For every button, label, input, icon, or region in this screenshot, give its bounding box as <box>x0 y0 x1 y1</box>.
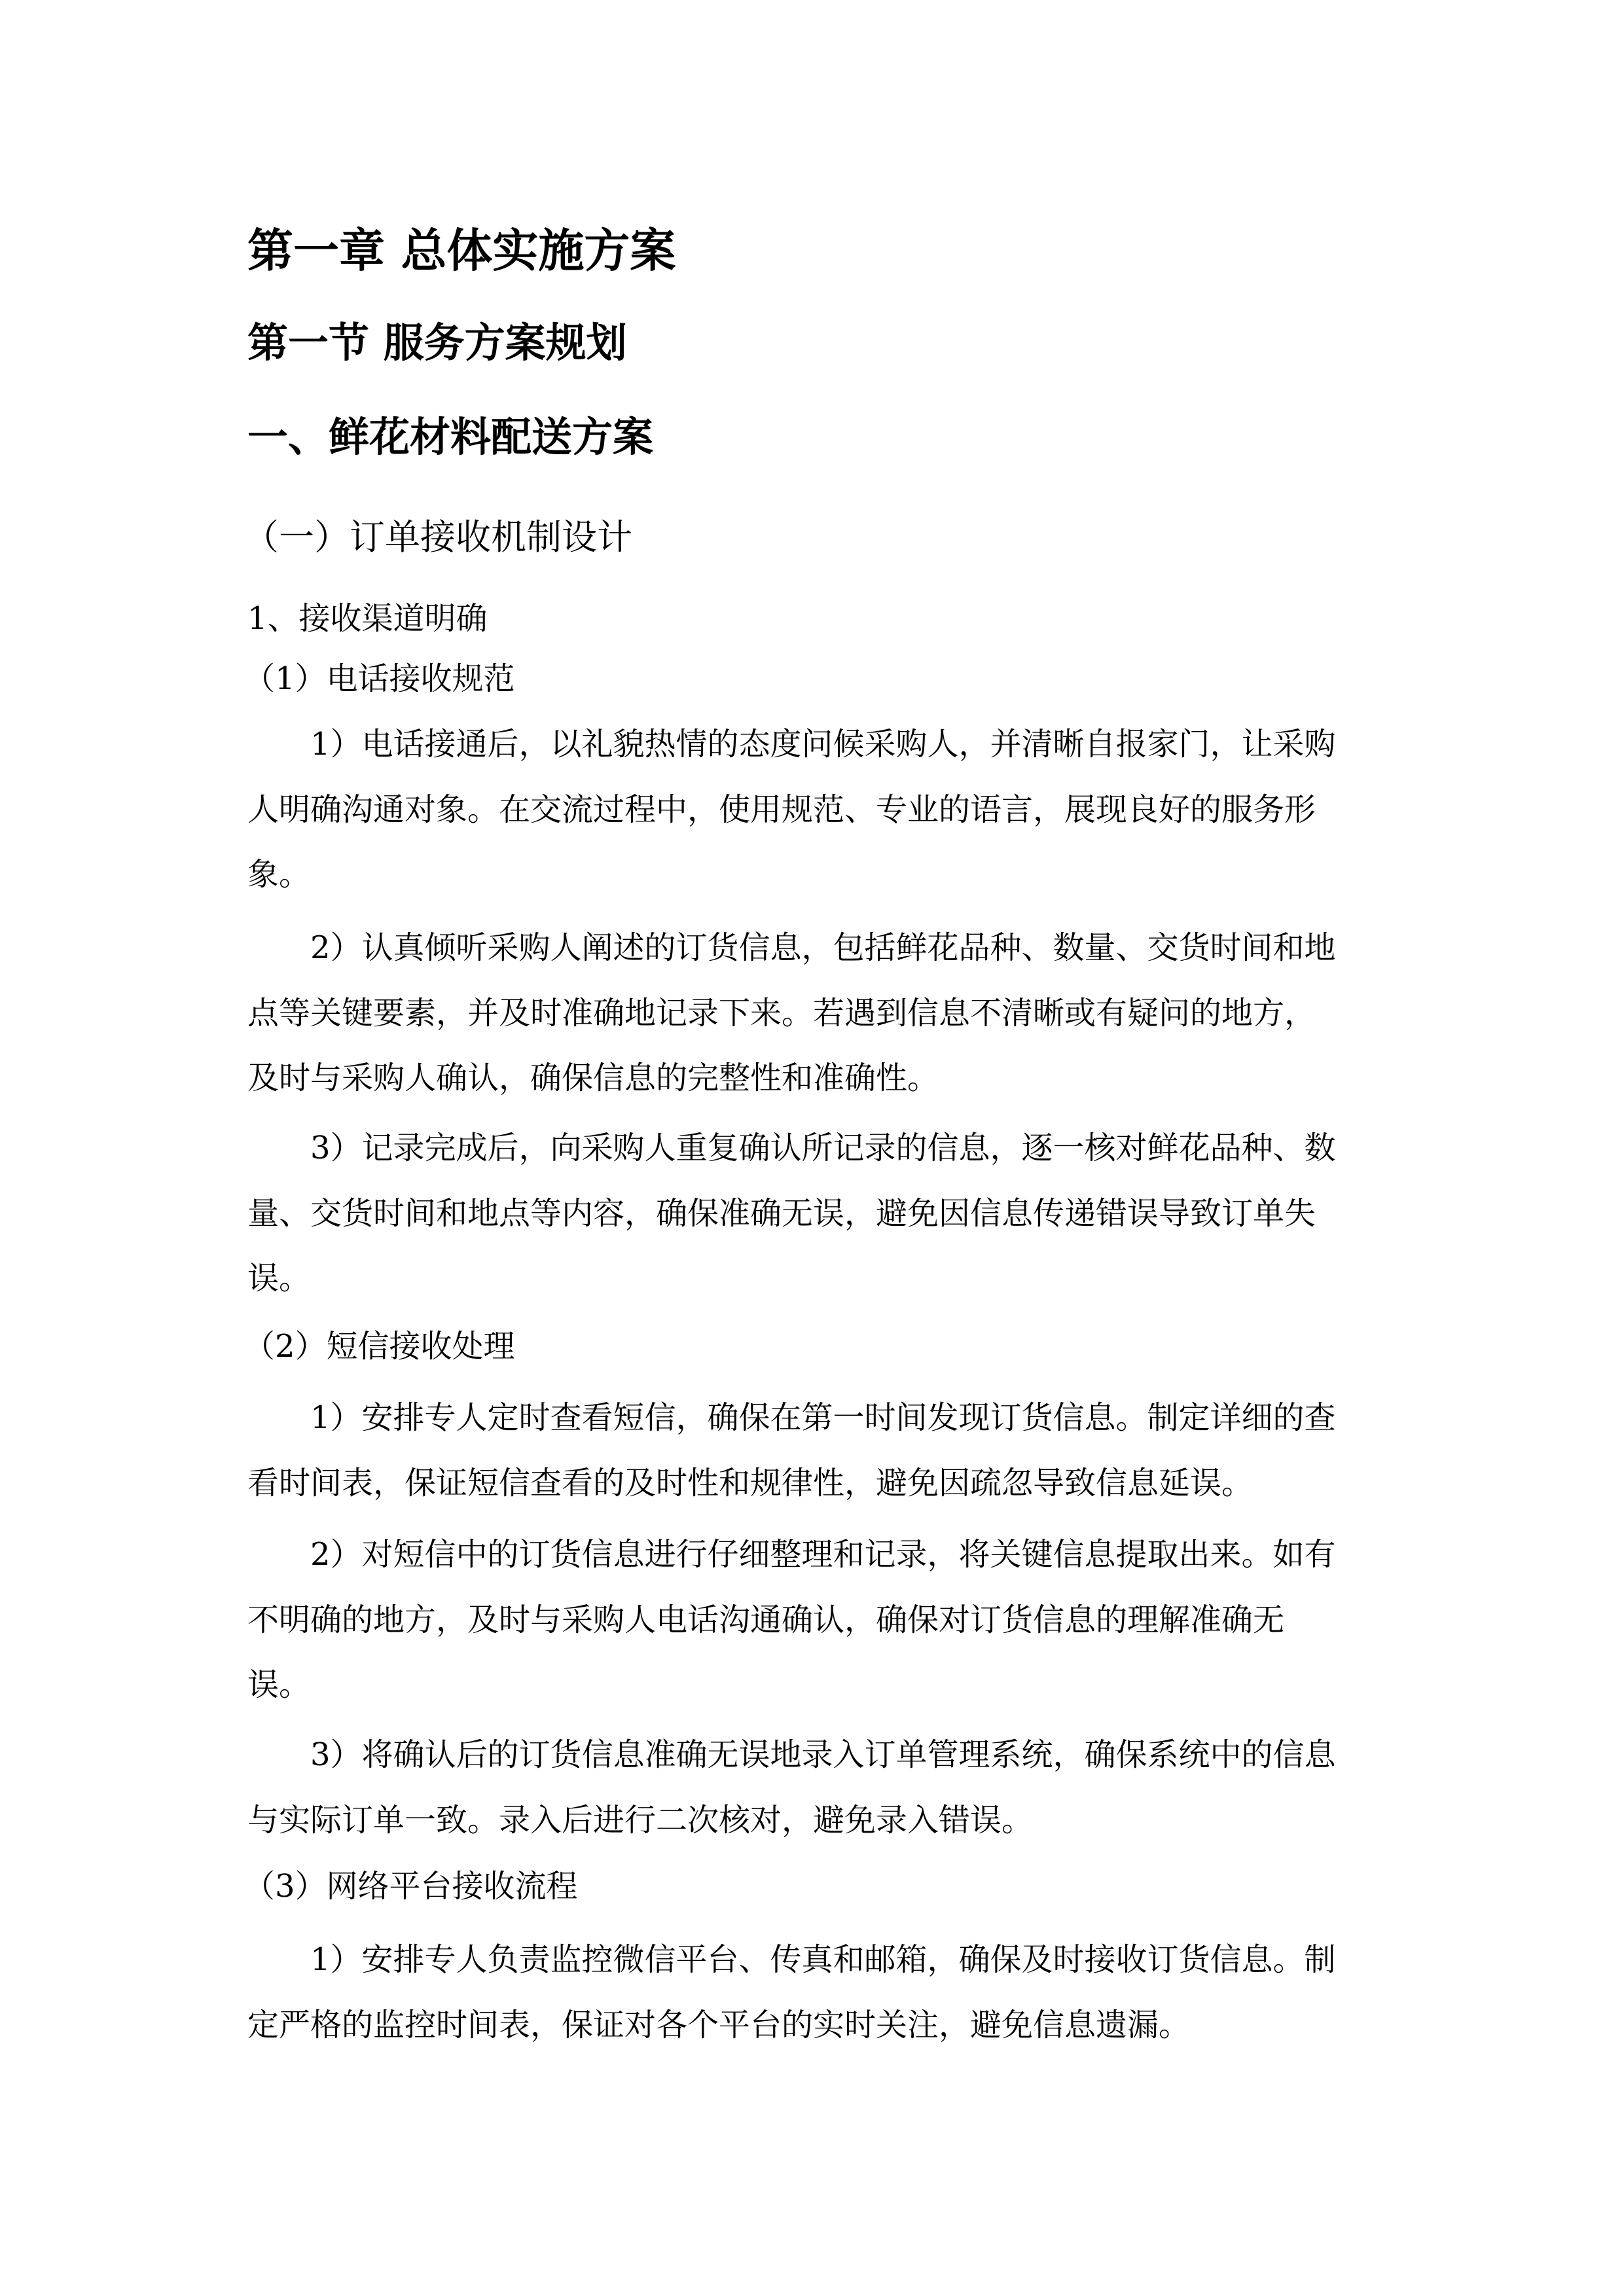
paragraph <box>247 1723 1390 1853</box>
paragraph-line: 点等关键要素，并及时准确地记录下来。若遇到信息不清晰或有疑问的地方， <box>247 994 1316 1031</box>
paragraph-line: 1）安排专人负责监控微信平台、传真和邮箱，确保及时接收订货信息。制 <box>310 1941 1336 1978</box>
paragraph <box>247 1928 1390 2058</box>
item-title: 1、接收渠道明确 <box>247 600 488 637</box>
subheading: （1）电话接收规范 <box>244 660 515 697</box>
paragraph-line: 不明确的地方，及时与采购人电话沟通确认，确保对订货信息的理解准确无 <box>247 1601 1285 1638</box>
section-title: 第一节 服务方案规划 <box>247 319 627 367</box>
paragraph-line: 误。 <box>247 1260 311 1297</box>
part-title: （一）订单接收机制设计 <box>244 516 632 558</box>
paragraph-line: 看时间表，保证短信查看的及时性和规律性，避免因疏忽导致信息延误。 <box>247 1464 1254 1501</box>
paragraph-line: 量、交货时间和地点等内容，确保准确无误，避免因信息传递错误导致订单失 <box>247 1194 1316 1232</box>
paragraph-line: 2）对短信中的订货信息进行仔细整理和记录，将关键信息提取出来。如有 <box>310 1536 1336 1573</box>
paragraph-line: 2）认真倾听采购人阐述的订货信息，包括鲜花品种、数量、交货时间和地 <box>310 929 1336 966</box>
paragraph-line: 1）电话接通后，以礼貌热情的态度问候采购人，并清晰自报家门，让采购 <box>310 726 1336 762</box>
paragraph <box>247 1522 1390 1718</box>
paragraph-line: 误。 <box>247 1666 311 1703</box>
paragraph <box>247 1116 1390 1312</box>
subheading: （3）网络平台接收流程 <box>244 1868 578 1905</box>
paragraph-line: 及时与采购人确认，确保信息的完整性和准确性。 <box>247 1060 939 1096</box>
paragraph <box>247 916 1390 1111</box>
paragraph <box>247 1386 1390 1516</box>
paragraph-line: 与实际订单一致。录入后进行二次核对，避免录入错误。 <box>247 1801 1034 1839</box>
subsection-title: 一、鲜花材料配送方案 <box>247 413 654 461</box>
paragraph-line: 象。 <box>247 856 311 893</box>
subheading: （2）短信接收处理 <box>244 1328 515 1365</box>
paragraph-line: 1）安排专人定时查看短信，确保在第一时间发现订货信息。制定详细的查 <box>310 1399 1336 1436</box>
paragraph-line: 3）将确认后的订货信息准确无误地录入订单管理系统，确保系统中的信息 <box>310 1736 1336 1773</box>
paragraph-line: 3）记录完成后，向采购人重复确认所记录的信息，逐一核对鲜花品种、数 <box>310 1130 1336 1166</box>
chapter-title: 第一章 总体实施方案 <box>247 223 676 278</box>
paragraph-line: 定严格的监控时间表，保证对各个平台的实时关注，避免信息遗漏。 <box>247 2006 1191 2043</box>
paragraph <box>247 712 1390 908</box>
paragraph-line: 人明确沟通对象。在交流过程中，使用规范、专业的语言，展现良好的服务形 <box>247 791 1316 828</box>
